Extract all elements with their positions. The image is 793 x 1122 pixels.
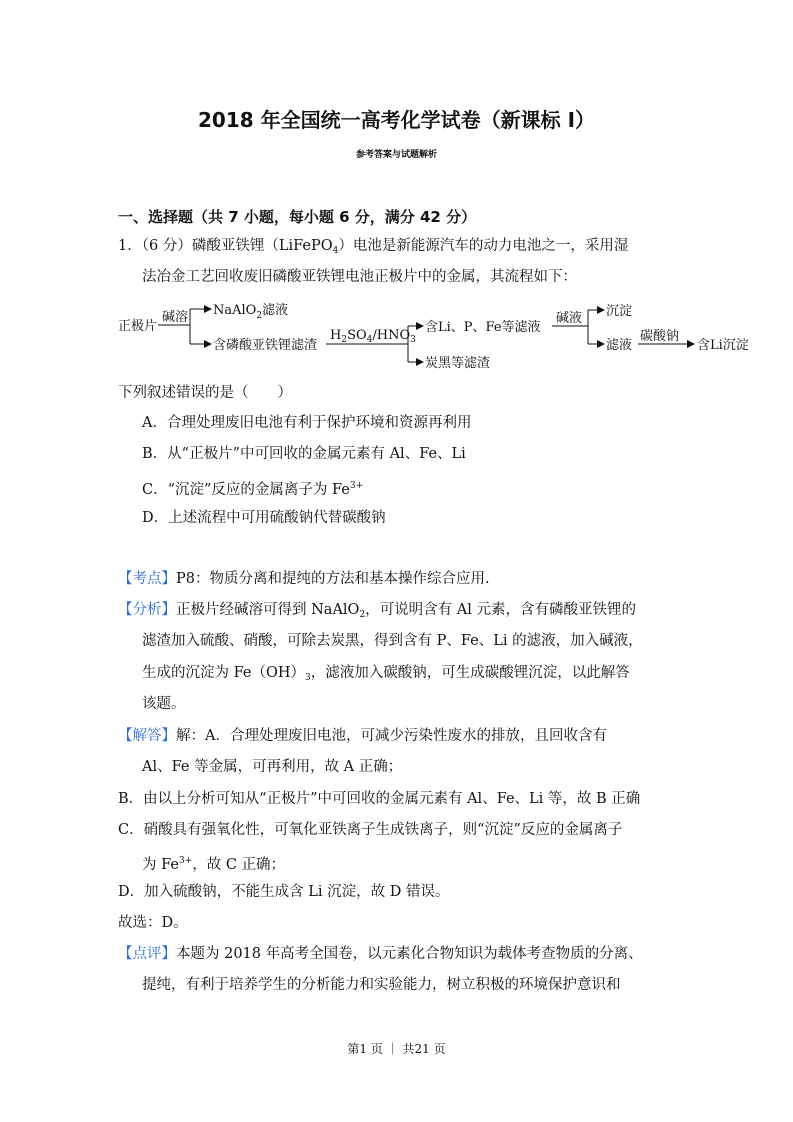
jieda-line6: D．加入硫酸钠，不能生成含 Li 沉淀，故 D 错误。 (118, 884, 450, 900)
flow-out-naalo2: NaAlO$_2$滤液 (213, 303, 289, 321)
flow-out-filtrate: 含Li、P、Fe等滤液 (425, 320, 541, 335)
page-footer: 第1 页 ｜ 共21 页 (347, 1042, 446, 1056)
flow-step-carbonate: 碳酸钠 (640, 329, 680, 344)
flow-out-precipitate: 沉淀 (606, 304, 633, 319)
dianping-line1: 【点评】本题为 2018 年高考全国卷，以元素化合物知识为载体考查物质的分离、 (118, 946, 643, 962)
jieda-line4: C．硝酸具有强氧化性，可氧化亚铁离子生成铁离子，则“沉淀”反应的金属离子 (118, 822, 623, 838)
dianping-tag: 【点评】 (118, 946, 176, 962)
page-title: 2018 年全国统一高考化学试卷（新课标 I） (197, 108, 596, 132)
flow-step-acid: $H_2SO_4/HNO_3$ (330, 328, 416, 345)
fenxi-line4: 该题。 (142, 696, 186, 712)
kaodian-tag: 【考点】 (118, 571, 176, 587)
fenxi-line2: 滤渣加入硫酸、硝酸，可除去炭黑，得到含有 P、Fe、Li 的滤液，加入碱液， (142, 633, 643, 649)
flow-step-alkali: 碱溶 (162, 310, 189, 325)
jieda-tag: 【解答】 (118, 728, 176, 744)
jieda-line5: 为 $Fe^{3+}$，故 C 正确； (142, 856, 286, 873)
question-stem-line1: 1．（6 分）磷酸亚铁锂（LiFePO$_4$）电池是新能源汽车的动力电池之一，采用湿 (118, 238, 629, 256)
fenxi-tag: 【分析】 (118, 602, 176, 618)
option-d: D．上述流程中可用硫酸钠代替碳酸钠 (142, 510, 386, 526)
kaodian: 【考点】P8：物质分离和提纯的方法和基本操作综合应用. (118, 571, 490, 587)
option-a: A．合理处理废旧电池有利于保护环境和资源再利用 (142, 415, 472, 431)
page-subtitle: 参考答案与试题解析 (355, 150, 437, 160)
dianping-line2: 提纯，有利于培养学生的分析能力和实验能力，树立积极的环境保护意识和 (142, 977, 621, 993)
option-b: B．从“正极片”中可回收的金属元素有 Al、Fe、Li (142, 446, 466, 462)
question-number: 1． (118, 238, 142, 254)
flow-out-filtrate2: 滤液 (606, 338, 633, 353)
flow-out-li: 含Li沉淀 (697, 338, 749, 353)
question-score: （6 分） (141, 238, 192, 254)
question-prompt: 下列叙述错误的是（ ） (118, 385, 292, 401)
option-c: C．“沉淀”反应的金属离子为 $Fe^{3+}$ (142, 481, 364, 498)
fenxi-line1: 【分析】正极片经碱溶可得到 NaAlO$_2$，可说明含有 Al 元素，含有磷酸亚铁锂的 (118, 602, 636, 620)
jieda-line3: B．由以上分析可知从“正极片”中可回收的金属元素有 Al、Fe、Li 等，故 B 正确 (118, 791, 641, 807)
flow-out-carbon: 炭黑等滤渣 (425, 356, 491, 371)
jieda-line2: Al、Fe 等金属，可再利用，故 A 正确； (142, 759, 403, 775)
flow-start: 正极片 (118, 319, 158, 334)
fenxi-line3: 生成的沉淀为 $Fe(OH)_3$，滤液加入碳酸钠，可生成碳酸锂沉淀，以此解答 (142, 665, 630, 683)
flow-out-residue: 含磷酸亚铁锂滤渣 (213, 338, 318, 353)
answer-choice: 故选：D。 (118, 915, 188, 931)
flow-step-base: 碱液 (556, 311, 583, 326)
jieda-line1: 【解答】解：A．合理处理废旧电池，可减少污染性废水的排放，且回收含有 (118, 728, 607, 744)
process-flowchart (118, 296, 768, 372)
question-stem-line2: 法冶金工艺回收废旧磷酸亚铁锂电池正极片中的金属，其流程如下： (142, 269, 577, 285)
section-heading: 一、选择题（共 7 小题，每小题 6 分，满分 42 分） (118, 208, 477, 226)
